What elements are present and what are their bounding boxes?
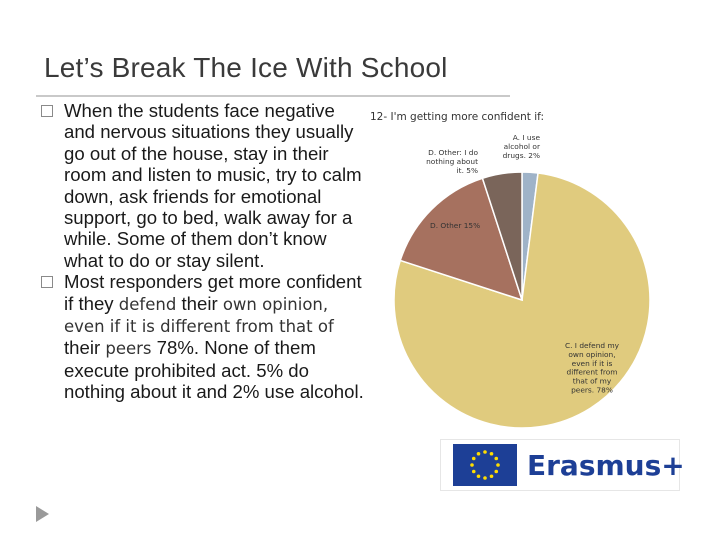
- bullet-text-2e: their: [64, 337, 106, 359]
- slice-label-alcohol: A. I use alcohol or drugs. 2%: [502, 133, 540, 160]
- bullet-text-2f: peers: [105, 339, 152, 359]
- bullet-item-1: [40, 100, 370, 271]
- eu-star-icon: [494, 457, 498, 461]
- bullet-text-2c: their: [176, 292, 223, 314]
- slide-corner-arrow-icon: [36, 506, 49, 522]
- slice-label-defend-opinion: C. I defend my own opinion, even if it is different from that of my peers. 78%: [564, 341, 620, 395]
- slice-label-do-nothing: D. Other: I do nothing about it. 5%: [426, 148, 478, 175]
- eu-star-icon: [483, 450, 487, 454]
- bullet-text-2g: 78%. None of them execute prohibited act. 5% do nothing about it and 2% use alcohol.: [64, 337, 364, 403]
- eu-star-icon: [494, 470, 498, 474]
- bullet-text-2d: own opinion, even if it is different from that of: [64, 294, 334, 337]
- pie-chart: [360, 100, 690, 440]
- bullet-box-icon: [41, 276, 53, 288]
- bullet-text-2a: Most responders get more confident if they: [64, 271, 362, 314]
- bullet-text-2b: defend: [118, 294, 177, 314]
- eu-star-icon: [477, 474, 481, 478]
- eu-star-icon: [472, 470, 476, 474]
- slice-label-other: D. Other 15%: [430, 221, 481, 230]
- erasmus-logo: [440, 439, 685, 491]
- eu-star-icon: [490, 452, 494, 456]
- pie-chart-svg: [360, 100, 690, 440]
- eu-star-icon: [470, 463, 474, 467]
- bullet-text-1: When the students face negative and nervous situations they usually go out of the house, stay in their room and listen to music, try to calm down, ask friends for emotional support, go to bed, walk away for a while. Some of them don’t know what to do or stay silent.: [64, 100, 362, 271]
- eu-star-icon: [483, 476, 487, 480]
- eu-stars-icon: [453, 444, 517, 486]
- eu-star-icon: [477, 452, 481, 456]
- title-divider: [36, 95, 510, 97]
- bullet-list: [40, 100, 370, 403]
- eu-star-icon: [496, 463, 500, 467]
- eu-flag-icon: [453, 444, 517, 486]
- eu-star-icon: [472, 457, 476, 461]
- slide-title: Let’s Break The Ice With School: [44, 52, 448, 83]
- bullet-item-2: [40, 271, 370, 402]
- chart-title: 12- I'm getting more confident if:: [370, 111, 544, 123]
- bullet-box-icon: [41, 105, 53, 117]
- erasmus-logo-text: Erasmus+: [527, 448, 685, 482]
- eu-star-icon: [490, 474, 494, 478]
